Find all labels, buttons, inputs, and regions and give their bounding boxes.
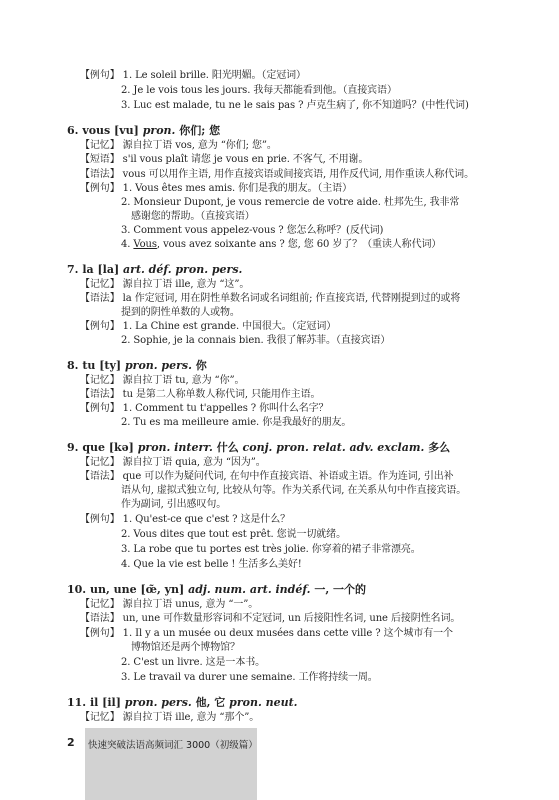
entry-gloss: 你 <box>195 359 207 372</box>
entry-pos: pron. pers. <box>124 359 192 372</box>
entry-heading-que <box>67 441 450 455</box>
memory-line: 【记忆】 源自拉丁语 quia, 意为 “因为”。 <box>80 457 266 468</box>
example-line: 【例句】 1. La Chine est grande. 中国很大。（定冠词） <box>80 321 337 332</box>
example-line: 【例句】 1. Comment tu t'appelles ? 你叫什么名字？ <box>80 403 329 414</box>
entry-heading-vous <box>67 124 220 138</box>
entry-gloss: 你们; 您 <box>179 124 221 137</box>
page-number: 2 <box>67 736 75 749</box>
example-line: 3. Comment vous appelez-vous ? 您怎么称呼？(反代词) <box>121 225 384 236</box>
example-line <box>121 238 441 251</box>
grammar-line: 语从句, 虚拟式独立句, 比较从句等。作为关系代词, 在关系从句中作直接宾语。 <box>121 485 467 496</box>
entry-word: 8. tu [ty] <box>67 359 122 372</box>
example-line: 【例句】 1. Qu'est-ce que c'est ? 这是什么？ <box>80 514 291 525</box>
entry-word: 9. que [kə] <box>67 441 134 454</box>
example-line: 【例句】 1. Le soleil brille. 阳光明媚。（定冠词） <box>80 70 306 81</box>
entry-word: 11. il [il] <box>67 696 121 709</box>
example-line: 3. La robe que tu portes est très jolie. 你穿着的裙子非常漂亮。 <box>121 544 421 555</box>
entry-heading-il <box>67 696 298 710</box>
entry-pos: pron. neut. <box>229 696 298 709</box>
entry-pos: pron. <box>142 124 176 137</box>
example-line: 2. Sophie, je la connais bien. 我很了解苏菲。（直接宾语） <box>121 335 391 346</box>
memory-line: 【记忆】 源自拉丁语 ille, 意为 “这”。 <box>80 279 250 290</box>
example-line: 【例句】 1. Il y a un musée ou deux musées dans cette ville ? 这个城市有一个 <box>80 628 453 639</box>
example-line: 4. Que la vie est belle ! 生活多么美好! <box>121 559 302 570</box>
example-line: 2. Tu es ma meilleure amie. 你是我最好的朋友。 <box>121 417 352 428</box>
entry-gloss: 多么 <box>428 441 451 454</box>
grammar-line: 【语法】 la 作定冠词, 用在阴性单数名词或名词组前; 作直接宾语, 代替刚提到过的或将 <box>80 293 461 304</box>
example-line: 2. Vous dites que tout est prêt. 您说一切就绪。 <box>121 529 346 540</box>
grammar-line: 提到的阴性单数的人或物。 <box>121 307 240 318</box>
grammar-line: 【语法】 vous 可以用作主语, 用作直接宾语或间接宾语, 用作反代词, 用作重读人称代词。 <box>80 169 474 180</box>
entry-gloss: 一, 一个的 <box>314 583 367 596</box>
entry-gloss: 他, 它 <box>195 696 226 709</box>
memory-line: 【记忆】 源自拉丁语 unus, 意为 “一”。 <box>80 599 259 610</box>
example-line: 2. C'est un livre. 这是一本书。 <box>121 657 266 668</box>
entry-word: 6. vous [vu] <box>67 124 139 137</box>
entry-heading-la <box>67 263 242 277</box>
example-text: , vous avez soixante ans ? 您, 您 60 岁了？（重读人称代词） <box>156 239 442 250</box>
example-line: 感谢您的帮助。（直接宾语） <box>131 211 255 222</box>
grammar-line: 作为副词, 引出感叹句。 <box>121 499 227 510</box>
memory-line: 【记忆】 源自拉丁语 vos, 意为 “你们; 您”。 <box>80 140 277 151</box>
example-line: 博物馆还是两个博物馆？ <box>131 642 240 653</box>
grammar-line: 【语法】 que 可以作为疑问代词, 在句中作直接宾语、补语或主语。作为连词, 引出补 <box>80 471 454 482</box>
underlined-word: Vous <box>133 239 157 250</box>
entry-pos: pron. pers. <box>124 696 192 709</box>
entry-gloss: 什么 <box>216 441 239 454</box>
entry-word: 10. un, une [œ̃, yn] <box>67 583 185 596</box>
example-line: 3. Le travail va durer une semaine. 工作将持续一周。 <box>121 672 378 683</box>
example-number: 4. <box>121 239 134 250</box>
example-line: 2. Monsieur Dupont, je vous remercie de votre aide. 杜邦先生, 我非常 <box>121 197 460 208</box>
grammar-line: 【语法】 tu 是第二人称单数人称代词, 只能用作主语。 <box>80 389 321 400</box>
phrase-line: 【短语】 s'il vous plaît 请您 je vous en prie. 不客气, 不用谢。 <box>80 154 369 165</box>
entry-pos: art. déf. pron. pers. <box>123 263 243 276</box>
example-line: 2. Je le vois tous les jours. 我每天都能看到他。（直接宾语） <box>121 85 397 96</box>
entry-pos: adj. num. art. indéf. <box>188 583 311 596</box>
memory-line: 【记忆】 源自拉丁语 ille, 意为 “那个”。 <box>80 712 260 723</box>
grammar-line: 【语法】 un, une 可作数量形容词和不定冠词, un 后接阳性名词, une 后接阴性名词。 <box>80 613 461 624</box>
example-line: 3. Luc est malade, tu ne le sais pas ? 卢克生病了, 你不知道吗？(中性代词) <box>121 100 469 111</box>
entry-pos: conj. pron. relat. adv. exclam. <box>242 441 425 454</box>
entry-word: 7. la [la] <box>67 263 120 276</box>
entry-heading-tu <box>67 359 207 373</box>
entry-pos: pron. interr. <box>137 441 213 454</box>
example-line: 【例句】 1. Vous êtes mes amis. 你们是我的朋友。（主语） <box>80 183 352 194</box>
memory-line: 【记忆】 源自拉丁语 tu, 意为 “你”。 <box>80 375 245 386</box>
book-title: 快速突破法语高频词汇 3000（初级篇） <box>88 740 258 751</box>
entry-heading-un <box>67 583 366 597</box>
